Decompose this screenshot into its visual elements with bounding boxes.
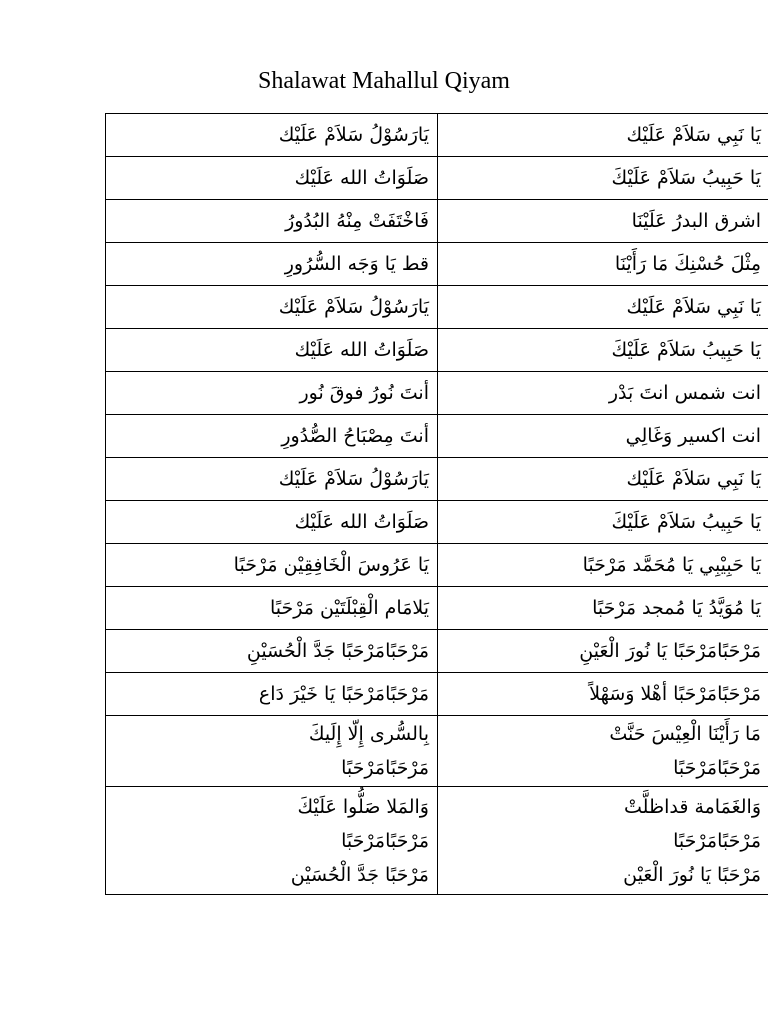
verse-cell-left [106, 286, 438, 329]
verse-line: بِالسُّرى إِلّا إِلَيكَ [308, 723, 429, 745]
verse-line: يَا مُوَيَّدُ يَا مُمجد مَرْحَبًا [592, 597, 761, 619]
verse-cell-left [106, 587, 438, 630]
table-row [106, 458, 768, 501]
verse-line: يَا نَبِي سَلاَمْ عَلَيْك [626, 468, 761, 490]
verse-line: مِثْلَ حُسْنِكَ مَا رَأَيْنَا [614, 253, 761, 275]
verse-cell-right [438, 200, 768, 243]
verse-line: يَا عَرُوسَ الْخَافِقِيْن مَرْحَبًا [233, 554, 429, 576]
verse-cell-left [106, 458, 438, 501]
shalawat-table-body [106, 114, 768, 895]
verse-cell-right [438, 286, 768, 329]
verse-cell-left [106, 501, 438, 544]
table-row [106, 587, 768, 630]
verse-cell-left [106, 200, 438, 243]
verse-line: مَرْحَبًامَرْحَبًا يَا خَيْرَ دَاع [258, 683, 429, 705]
table-row [106, 787, 768, 895]
document-title: Shalawat Mahallul Qiyam [258, 68, 510, 94]
verse-line: أنتَ مِصْبَاحُ الصُّدُورِ [281, 425, 429, 447]
verse-cell-right [438, 716, 768, 787]
verse-cell-right [438, 673, 768, 716]
verse-line: قط يَا وَجَه السُّرُورِ [284, 253, 429, 275]
verse-cell-left [106, 114, 438, 157]
verse-line: اشرق البدرُ عَلَيْنَا [631, 210, 761, 232]
verse-line: وَالمَلا صَلُّوا عَلَيْكَ [297, 795, 429, 818]
verse-line: أنتَ نُورُ فوقَ نُور [299, 382, 429, 404]
verse-line: يَا حَبِيْبِي يَا مُحَمَّد مَرْحَبًا [582, 554, 761, 576]
verse-cell-left [106, 329, 438, 372]
verse-cell-right [438, 587, 768, 630]
table-row [106, 243, 768, 286]
verse-line: يَارَسُوْلُ سَلاَمْ عَلَيْك [278, 468, 429, 490]
verse-line: مَرْحَبًامَرْحَبًا أهْلا وَسَهْلاً [589, 683, 761, 705]
verse-cell-right [438, 114, 768, 157]
verse-cell-left [106, 787, 438, 895]
verse-line: مَا رَأَيْنَا الْعِيْسَ حَنَّتْ [609, 723, 761, 745]
verse-cell-left [106, 544, 438, 587]
verse-cell-left [106, 243, 438, 286]
table-row [106, 716, 768, 787]
table-row [106, 286, 768, 329]
verse-line: يَا حَبِيبُ سَلاَمْ عَلَيْكَ [611, 511, 761, 533]
table-row [106, 673, 768, 716]
verse-line: انت اكسير وَغَالِي [625, 425, 761, 447]
verse-line: مَرْحَبًامَرْحَبًا [673, 829, 761, 852]
verse-cell-left [106, 630, 438, 673]
verse-line: مَرْحَبًا يَا نُورَ الْعَيْن [623, 863, 761, 886]
verse-cell-left [106, 716, 438, 787]
verse-cell-right [438, 415, 768, 458]
verse-line: يَلامَام الْقِبْلَتَيْن مَرْحَبًا [270, 597, 429, 619]
verse-cell-right [438, 329, 768, 372]
verse-cell-right [438, 501, 768, 544]
verse-line: مَرْحَبًامَرْحَبًا يَا نُورَ الْعَيْنِ [579, 640, 761, 662]
verse-line: مَرْحَبًا جَدَّ الْحُسَيْن [290, 863, 429, 886]
verse-line: وَالغَمَامة قداظلَّتْ [624, 795, 761, 818]
verse-cell-right [438, 243, 768, 286]
shalawat-table [105, 113, 768, 895]
table-row [106, 630, 768, 673]
verse-line: مَرْحَبًامَرْحَبًا [341, 757, 429, 779]
verse-cell-right [438, 372, 768, 415]
verse-line: مَرْحَبًامَرْحَبًا [341, 829, 429, 852]
verse-cell-right [438, 458, 768, 501]
table-row [106, 544, 768, 587]
verse-cell-left [106, 372, 438, 415]
verse-line: صَلَوَاتُ الله عَلَيْك [294, 167, 429, 189]
table-row [106, 501, 768, 544]
verse-line: يَا حَبِيبُ سَلاَمْ عَلَيْكَ [611, 167, 761, 189]
verse-line: مَرْحَبًامَرْحَبًا جَدَّ الْحُسَيْنِ [246, 640, 429, 662]
verse-line: مَرْحَبًامَرْحَبًا [673, 757, 761, 779]
table-row [106, 372, 768, 415]
verse-cell-left [106, 157, 438, 200]
verse-cell-left [106, 415, 438, 458]
table-row [106, 200, 768, 243]
table-row [106, 415, 768, 458]
table-row [106, 114, 768, 157]
verse-line: صَلَوَاتُ الله عَلَيْك [294, 339, 429, 361]
verse-cell-left [106, 673, 438, 716]
verse-line: فَاخْتَفَتْ مِنْهُ البُدُورُ [285, 210, 429, 232]
verse-cell-right [438, 544, 768, 587]
verse-line: يَارَسُوْلُ سَلاَمْ عَلَيْك [278, 296, 429, 318]
verse-line: صَلَوَاتُ الله عَلَيْك [294, 511, 429, 533]
verse-line: يَا حَبِيبُ سَلاَمْ عَلَيْكَ [611, 339, 761, 361]
verse-cell-right [438, 630, 768, 673]
verse-line: يَا نَبِي سَلاَمْ عَلَيْك [626, 124, 761, 146]
table-row [106, 157, 768, 200]
verse-cell-right [438, 157, 768, 200]
table-row [106, 329, 768, 372]
verse-line: يَارَسُوْلُ سَلاَمْ عَلَيْك [278, 124, 429, 146]
verse-line: يَا نَبِي سَلاَمْ عَلَيْك [626, 296, 761, 318]
verse-line: انت شمس انتَ بَدْر [608, 382, 761, 404]
verse-cell-right [438, 787, 768, 895]
